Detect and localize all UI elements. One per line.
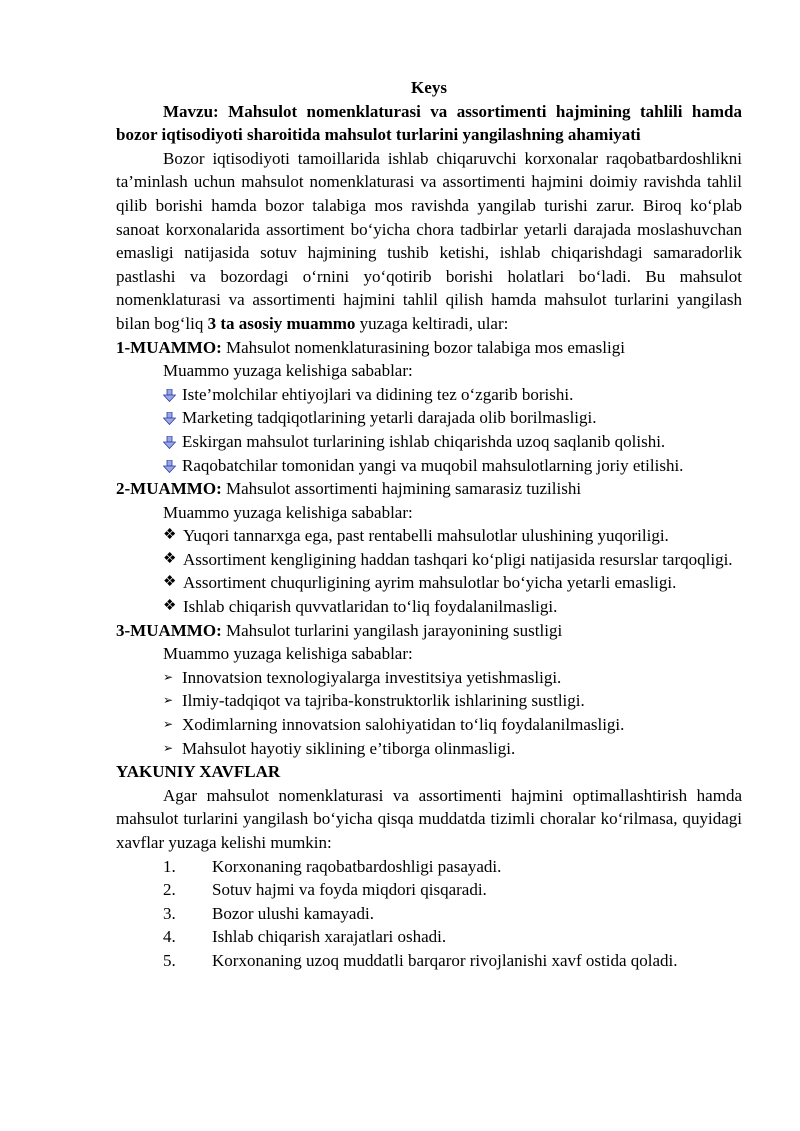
item-number: 1.: [163, 856, 176, 876]
intro-paragraph: [116, 147, 742, 336]
down-arrow-bullet-icon: [163, 383, 179, 407]
list-item-text: Xodimlarning innovatsion salohiyatidan to‘liq foydalanilmasligi.: [182, 715, 625, 735]
list-item: [116, 689, 742, 713]
list-item-text: Iste’molchilar ehtiyojlari va didining tez o‘zgarib borishi.: [182, 384, 574, 404]
list-item-text: Eskirgan mahsulot turlarining ishlab chiqarishda uzoq saqlanib qolishi.: [182, 431, 666, 451]
list-item-text: Assortiment chuqurligining ayrim mahsulotlar bo‘yicha yetarli emasligi.: [183, 573, 677, 593]
numbered-item: [116, 925, 742, 949]
problem-1-heading: [116, 336, 742, 360]
problem-title: Mahsulot nomenklaturasining bozor talabiga mos emasligi: [221, 337, 625, 357]
list-item-text: Innovatsion texnologiyalarga investitsiya yetishmasligi.: [182, 667, 562, 687]
numbered-item: [116, 878, 742, 902]
list-item: [116, 430, 742, 454]
item-number: 3.: [163, 903, 176, 923]
list-item-text: Mahsulot hayotiy siklining e’tiborga olinmasligi.: [182, 738, 516, 758]
problem-3-heading: [116, 619, 742, 643]
four-diamond-bullet-icon: ❖: [163, 550, 177, 567]
list-item: [116, 713, 742, 737]
problem-label: 1-MUAMMO:: [116, 337, 222, 357]
risks-heading: YAKUNIY XAVFLAR: [116, 762, 281, 782]
arrowhead-bullet-icon: ➢: [163, 669, 174, 684]
intro-text: Bozor iqtisodiyoti tamoillarida ishlab chiqaruvchi korxonalar raqobatbardoshlikni ta’minlash uchun mahsulot nomenklaturasi va assortimenti hajmini doimiy ravishda tahlil qilib borishi hamda bozor talabiga mos ravishda yangilab turishi zarur. Biroq ko‘plab sanoat korxonalarida assortiment bo‘yicha chora tadbirlar yetarli darajada moslashuvchan emasligi natijasida sotuv hajmining tushib ketishi, ishlab chiqarishdagi samaradorlik pastlashi va bozordagi o‘rnini yo‘qotirib borishi holatlari bo‘ladi. Bu mahsulot nomenklaturasi va assortimenti hajmini tahlil qilish hamda mahsulot turlarini yangilash bilan bog‘liq: [116, 148, 742, 333]
numbered-item: [116, 855, 742, 879]
arrowhead-bullet-icon: ➢: [163, 693, 174, 708]
document-page: [116, 76, 742, 973]
item-number: 5.: [163, 950, 176, 970]
risks-paragraph: Agar mahsulot nomenklaturasi va assortimenti hajmini optimallashtirish hamda mahsulot turlarini yangilash bo‘yicha qisqa muddatda tizimli choralar ko‘rilmasa, quyidagi xavflar yuzaga kelishi mumkin:: [116, 785, 742, 852]
item-text: Bozor ulushi kamayadi.: [212, 903, 374, 923]
problem-title: Mahsulot turlarini yangilash jarayonining sustligi: [221, 620, 563, 640]
problem-2-heading: [116, 477, 742, 501]
item-text: Ishlab chiqarish xarajatlari oshadi.: [212, 927, 447, 947]
list-item: [116, 548, 742, 572]
item-number: 4.: [163, 927, 176, 947]
list-item-text: Ilmiy-tadqiqot va tajriba-konstruktorlik ishlarining sustligi.: [182, 691, 585, 711]
causes-label: Muammo yuzaga kelishiga sabablar:: [163, 361, 413, 381]
arrowhead-bullet-icon: ➢: [163, 717, 174, 732]
list-item-text: Assortiment kengligining haddan tashqari ko‘pligi natijasida resurslar tarqoqligi.: [183, 549, 733, 569]
list-item: [116, 383, 742, 407]
item-text: Sotuv hajmi va foyda miqdori qisqaradi.: [212, 880, 487, 900]
list-item-text: Yuqori tannarxga ega, past rentabelli mahsulotlar ulushining yuqoriligi.: [183, 526, 669, 546]
list-item: [116, 571, 742, 595]
item-text: Korxonaning raqobatbardoshligi pasayadi.: [212, 856, 502, 876]
down-arrow-bullet-icon: [163, 430, 179, 454]
problem-label: 2-MUAMMO:: [116, 479, 222, 499]
item-text: Korxonaning uzoq muddatli barqaror rivojlanishi xavf ostida qoladi.: [212, 950, 678, 970]
list-item: [116, 524, 742, 548]
causes-label: Muammo yuzaga kelishiga sabablar:: [163, 502, 413, 522]
problem-title: Mahsulot assortimenti hajmining samarasiz tuzilishi: [221, 479, 582, 499]
list-item-text: Marketing tadqiqotlarining yetarli darajada olib borilmasligi.: [182, 408, 597, 428]
item-number: 2.: [163, 880, 176, 900]
document-title: Keys: [411, 78, 447, 97]
list-item: [116, 454, 742, 478]
list-item: [116, 406, 742, 430]
intro-bold: 3 ta asosiy muammo: [207, 313, 356, 333]
topic-heading: Mavzu: Mahsulot nomenklaturasi va assortimenti hajmining tahlili hamda bozor iqtisodiyoti sharoitida mahsulot turlarini yangilashning ahamiyati: [116, 101, 742, 145]
list-item: [116, 595, 742, 619]
list-item-text: Raqobatchilar tomonidan yangi va muqobil mahsulotlarning joriy etilishi.: [182, 455, 684, 475]
numbered-item: [116, 949, 742, 973]
causes-label: Muammo yuzaga kelishiga sabablar:: [163, 644, 413, 664]
four-diamond-bullet-icon: ❖: [163, 598, 177, 615]
list-item-text: Ishlab chiqarish quvvatlaridan to‘liq foydalanilmasligi.: [183, 597, 558, 617]
four-diamond-bullet-icon: ❖: [163, 527, 177, 544]
intro-tail: yuzaga keltiradi, ular:: [355, 313, 509, 333]
list-item: [116, 737, 742, 761]
down-arrow-bullet-icon: [163, 454, 179, 478]
four-diamond-bullet-icon: ❖: [163, 574, 177, 591]
numbered-item: [116, 902, 742, 926]
down-arrow-bullet-icon: [163, 406, 179, 430]
problem-label: 3-MUAMMO:: [116, 620, 222, 640]
list-item: [116, 666, 742, 690]
arrowhead-bullet-icon: ➢: [163, 740, 174, 755]
